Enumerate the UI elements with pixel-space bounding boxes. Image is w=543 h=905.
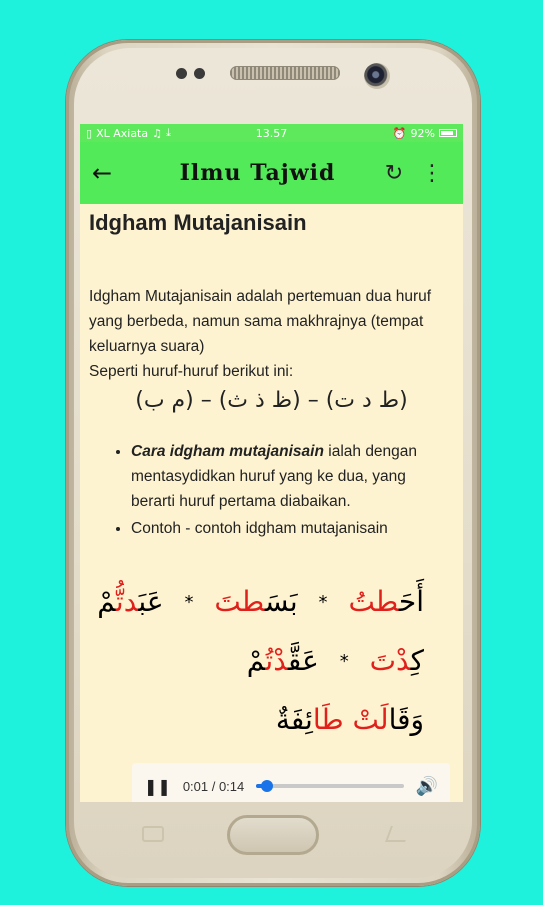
refresh-icon[interactable]: ↻: [384, 160, 404, 186]
recent-apps-key[interactable]: [142, 826, 164, 842]
arabic-word-part: ئِفَةٌ: [275, 703, 313, 736]
arabic-letter-groups: (ط د ت) – (ظ ذ ث) – (م ب): [135, 388, 408, 413]
paragraph-text: Seperti huruf-huruf berikut ini:: [89, 363, 294, 380]
arabic-word-part: مْ: [97, 585, 116, 618]
list-item: [131, 439, 454, 514]
seek-bar[interactable]: [256, 784, 403, 788]
app-title: Ilmu Tajwid: [179, 160, 336, 186]
app-screen: [80, 124, 463, 802]
volume-icon[interactable]: 🔊: [415, 775, 438, 797]
bold-italic-text: Cara idgham mutajanisain: [131, 443, 324, 460]
pause-icon[interactable]: ❚❚: [144, 776, 171, 796]
separator-star: *: [318, 592, 328, 613]
separator-star: *: [339, 651, 349, 672]
overflow-menu-icon[interactable]: ⋮: [421, 160, 443, 186]
sensor-dot: [176, 68, 187, 79]
bullet-list: [89, 439, 454, 541]
status-bar: [80, 124, 463, 142]
article-content: [80, 210, 463, 749]
download-icon: ⤓: [165, 126, 171, 139]
sensor-dot: [194, 68, 205, 79]
clock: 13.57: [255, 126, 288, 140]
seek-handle[interactable]: [261, 780, 273, 792]
app-bar: [80, 142, 463, 204]
highlighted-letters: طتُ: [348, 585, 399, 618]
highlighted-letters: لَتْ طَا: [312, 703, 389, 736]
example-line: [89, 691, 424, 749]
arabic-word-part: بَسَ: [264, 585, 298, 618]
music-icon: ♫: [152, 126, 162, 140]
status-right: [393, 127, 457, 140]
example-line: [89, 573, 424, 632]
front-camera: [364, 63, 390, 89]
highlighted-letters: دْتُ: [265, 644, 288, 677]
arabic-word-part: أَحَ: [398, 585, 424, 618]
example-line: [89, 632, 424, 691]
list-item-text: ialah dengan mentasydidkan huruf yang ke dua, yang berarti huruf pertama diabaikan.: [131, 443, 418, 510]
back-arrow-icon[interactable]: ←: [92, 159, 113, 187]
audio-player: [132, 763, 450, 802]
earpiece-speaker: [230, 66, 340, 80]
status-left: [86, 126, 171, 140]
list-item: [131, 516, 454, 541]
highlighted-letters: طتَ: [214, 585, 265, 618]
battery-icon: [439, 129, 457, 137]
paragraph-text: Idgham Mutajanisain adalah pertemuan dua huruf yang berbeda, namun sama makhrajnya (tempat keluarnya suara): [89, 288, 432, 355]
playback-time: 0:01 / 0:14: [182, 778, 245, 794]
arabic-word-part: مْ: [246, 644, 266, 677]
highlighted-letters: دتُّ: [115, 585, 139, 618]
arabic-word-part: كِ: [410, 644, 424, 677]
arabic-word-part: عَبَ: [138, 585, 164, 618]
page-title: Idgham Mutajanisain: [89, 210, 307, 235]
battery-percent: 92%: [410, 126, 435, 140]
arabic-word-part: عَقَّ: [287, 644, 319, 677]
paragraph: [89, 284, 454, 384]
home-button[interactable]: [227, 815, 319, 855]
highlighted-letters: دْتَ: [369, 644, 411, 677]
carrier-label: XL Axiata: [96, 126, 149, 140]
arabic-examples: [89, 573, 454, 749]
alarm-icon: ⏰: [392, 126, 407, 140]
signal-icon: ▯: [86, 126, 93, 140]
arabic-word-part: وَقَا: [388, 703, 424, 736]
separator-star: *: [184, 592, 194, 613]
list-item-text: Contoh - contoh idgham mutajanisain: [131, 520, 388, 537]
